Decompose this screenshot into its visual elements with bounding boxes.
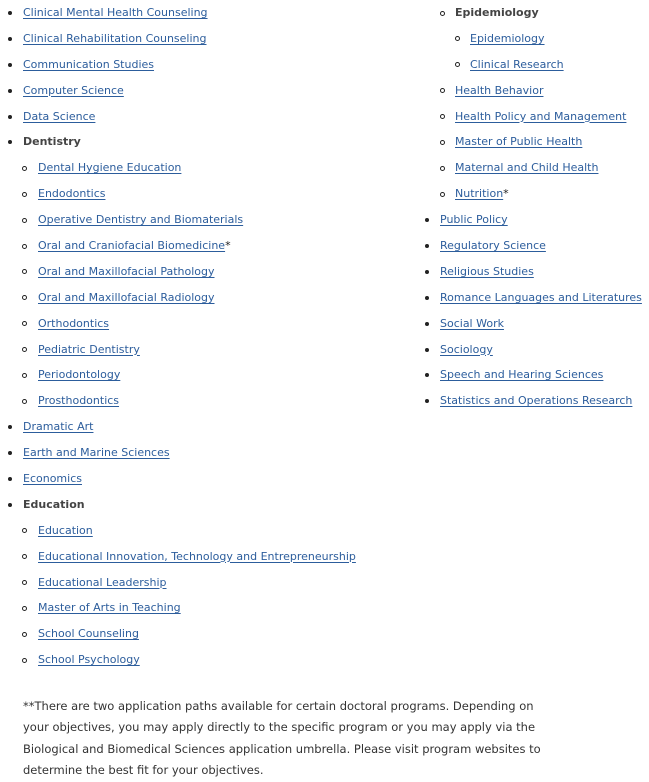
- program-link-clinical-research[interactable]: Clinical Research: [470, 57, 564, 71]
- program-link-economics[interactable]: Economics: [23, 472, 82, 486]
- bullet-disc-icon: [8, 11, 12, 15]
- program-link-social-work[interactable]: Social Work: [440, 316, 504, 330]
- list-item: [425, 362, 649, 388]
- bullet-circle-icon: [22, 295, 27, 300]
- list-item: [425, 104, 649, 130]
- program-link-communication-studies[interactable]: Communication Studies: [23, 57, 155, 71]
- bullet-circle-icon: [22, 580, 27, 585]
- list-item: [0, 518, 420, 544]
- bullet-circle-icon: [22, 632, 27, 637]
- program-group-heading-epidemiology: Epidemiology: [455, 6, 539, 19]
- program-link-health-behavior[interactable]: Health Behavior: [455, 83, 544, 97]
- list-item: [425, 78, 649, 104]
- list-item: [0, 52, 420, 78]
- bullet-circle-icon: [22, 373, 27, 378]
- bullet-circle-icon: [22, 321, 27, 326]
- program-link-endodontics[interactable]: Endodontics: [38, 187, 106, 201]
- program-link-data-science[interactable]: Data Science: [23, 109, 96, 123]
- program-link-operative-dentistry-and-biomaterials[interactable]: Operative Dentistry and Biomaterials: [38, 213, 244, 227]
- bullet-circle-icon: [440, 11, 445, 16]
- program-link-dramatic-art[interactable]: Dramatic Art: [23, 420, 94, 434]
- program-link-oral-and-craniofacial-biomedicine[interactable]: Oral and Craniofacial Biomedicine: [38, 239, 226, 253]
- bullet-circle-icon: [22, 399, 27, 404]
- bullet-disc-icon: [8, 140, 12, 144]
- bullet-circle-icon: [22, 528, 27, 533]
- bullet-disc-icon: [425, 399, 429, 403]
- list-item: [0, 155, 420, 181]
- program-link-nutrition[interactable]: Nutrition: [455, 187, 504, 201]
- bullet-circle-icon: [455, 36, 460, 41]
- program-link-master-of-public-health[interactable]: Master of Public Health: [455, 135, 583, 149]
- list-item: [0, 26, 420, 52]
- footnote-text: **There are two application paths available for certain doctoral programs. Depending on your objectives, you may apply directly to the specific program or you may apply via the Biological and Biomedical Sciences application umbrella. Please visit program websites to determine the best fit for your objectives.: [23, 698, 541, 777]
- program-link-oral-and-maxillofacial-pathology[interactable]: Oral and Maxillofacial Pathology: [38, 264, 215, 278]
- program-link-speech-and-hearing-sciences[interactable]: Speech and Hearing Sciences: [440, 368, 604, 382]
- list-item: [425, 0, 649, 26]
- list-item: [0, 647, 420, 673]
- list-item: [0, 233, 420, 259]
- list-item: [0, 129, 420, 155]
- bullet-disc-icon: [8, 89, 12, 93]
- list-item: [425, 311, 649, 337]
- program-link-school-psychology[interactable]: School Psychology: [38, 653, 140, 667]
- program-link-educational-leadership[interactable]: Educational Leadership: [38, 575, 167, 589]
- program-link-clinical-mental-health-counseling[interactable]: Clinical Mental Health Counseling: [23, 6, 208, 19]
- list-item: [425, 155, 649, 181]
- bullet-circle-icon: [22, 269, 27, 274]
- list-item: [0, 388, 420, 414]
- bullet-circle-icon: [22, 166, 27, 171]
- list-item: [0, 466, 420, 492]
- program-link-dental-hygiene-education[interactable]: Dental Hygiene Education: [38, 161, 182, 175]
- list-item: [0, 621, 420, 647]
- list-item: [425, 129, 649, 155]
- list-item: [0, 414, 420, 440]
- program-link-statistics-and-operations-research[interactable]: Statistics and Operations Research: [440, 394, 633, 408]
- bullet-disc-icon: [425, 322, 429, 326]
- list-item: [425, 52, 649, 78]
- bullet-circle-icon: [440, 88, 445, 93]
- list-item: [0, 311, 420, 337]
- program-group-heading-dentistry: Dentistry: [23, 135, 81, 149]
- program-link-health-policy-and-management[interactable]: Health Policy and Management: [455, 109, 627, 123]
- list-item: [0, 362, 420, 388]
- list-item: [0, 0, 420, 26]
- list-item: [425, 259, 649, 285]
- program-link-orthodontics[interactable]: Orthodontics: [38, 316, 110, 330]
- program-link-oral-and-maxillofacial-radiology[interactable]: Oral and Maxillofacial Radiology: [38, 290, 215, 304]
- program-group-heading-education: Education: [23, 497, 85, 511]
- bullet-disc-icon: [425, 296, 429, 300]
- program-link-pediatric-dentistry[interactable]: Pediatric Dentistry: [38, 342, 140, 356]
- program-link-educational-innovation-technology-and-entrepreneurship[interactable]: Educational Innovation, Technology and Entrepreneurship: [38, 549, 356, 563]
- list-item: [0, 337, 420, 363]
- bullet-circle-icon: [440, 192, 445, 197]
- list-item: [0, 207, 420, 233]
- list-item: [0, 285, 420, 311]
- bullet-disc-icon: [425, 348, 429, 352]
- bullet-circle-icon: [440, 166, 445, 171]
- program-link-public-policy[interactable]: Public Policy: [440, 213, 508, 227]
- bullet-disc-icon: [8, 37, 12, 41]
- program-link-education[interactable]: Education: [38, 523, 93, 537]
- bullet-disc-icon: [8, 503, 12, 507]
- list-item: [0, 440, 420, 466]
- bullet-circle-icon: [22, 606, 27, 611]
- bullet-disc-icon: [8, 425, 12, 429]
- program-link-earth-and-marine-sciences[interactable]: Earth and Marine Sciences: [23, 446, 170, 460]
- list-item: [0, 78, 420, 104]
- program-link-regulatory-science[interactable]: Regulatory Science: [440, 239, 546, 253]
- bullet-disc-icon: [8, 115, 12, 119]
- bullet-disc-icon: [8, 451, 12, 455]
- bullet-circle-icon: [440, 140, 445, 145]
- program-link-master-of-arts-in-teaching[interactable]: Master of Arts in Teaching: [38, 601, 181, 615]
- list-item: [0, 104, 420, 130]
- bullet-circle-icon: [22, 244, 27, 249]
- list-item: [425, 181, 649, 207]
- bullet-circle-icon: [455, 62, 460, 67]
- list-item: [425, 388, 649, 414]
- program-link-epidemiology[interactable]: Epidemiology: [470, 31, 545, 45]
- list-item: [0, 492, 420, 518]
- list-item: [425, 337, 649, 363]
- list-item: [425, 207, 649, 233]
- bullet-circle-icon: [440, 114, 445, 119]
- program-link-maternal-and-child-health[interactable]: Maternal and Child Health: [455, 161, 599, 175]
- list-item: [0, 570, 420, 596]
- program-link-clinical-rehabilitation-counseling[interactable]: Clinical Rehabilitation Counseling: [23, 31, 207, 45]
- program-link-romance-languages-and-literatures[interactable]: Romance Languages and Literatures: [440, 290, 642, 304]
- program-link-school-counseling[interactable]: School Counseling: [38, 627, 139, 641]
- list-item: [425, 26, 649, 52]
- bullet-circle-icon: [22, 192, 27, 197]
- bullet-disc-icon: [8, 477, 12, 481]
- program-link-sociology[interactable]: Sociology: [440, 342, 493, 356]
- list-item: [0, 259, 420, 285]
- bullet-circle-icon: [22, 658, 27, 663]
- bullet-disc-icon: [425, 244, 429, 248]
- bullet-circle-icon: [22, 218, 27, 223]
- bullet-disc-icon: [8, 63, 12, 67]
- list-item: [0, 595, 420, 621]
- bullet-circle-icon: [22, 347, 27, 352]
- bullet-disc-icon: [425, 373, 429, 377]
- list-item: [0, 544, 420, 570]
- bullet-disc-icon: [425, 270, 429, 274]
- list-item: [0, 181, 420, 207]
- footnote-marker: *: [503, 187, 509, 201]
- list-item: [425, 233, 649, 259]
- bullet-disc-icon: [425, 218, 429, 222]
- program-link-computer-science[interactable]: Computer Science: [23, 83, 124, 97]
- footnote-marker: *: [225, 239, 231, 253]
- bullet-circle-icon: [22, 554, 27, 559]
- program-list-right: [425, 0, 649, 414]
- program-link-religious-studies[interactable]: Religious Studies: [440, 264, 534, 278]
- list-item: [425, 285, 649, 311]
- program-link-prosthodontics[interactable]: Prosthodontics: [38, 394, 120, 408]
- program-link-periodontology[interactable]: Periodontology: [38, 368, 121, 382]
